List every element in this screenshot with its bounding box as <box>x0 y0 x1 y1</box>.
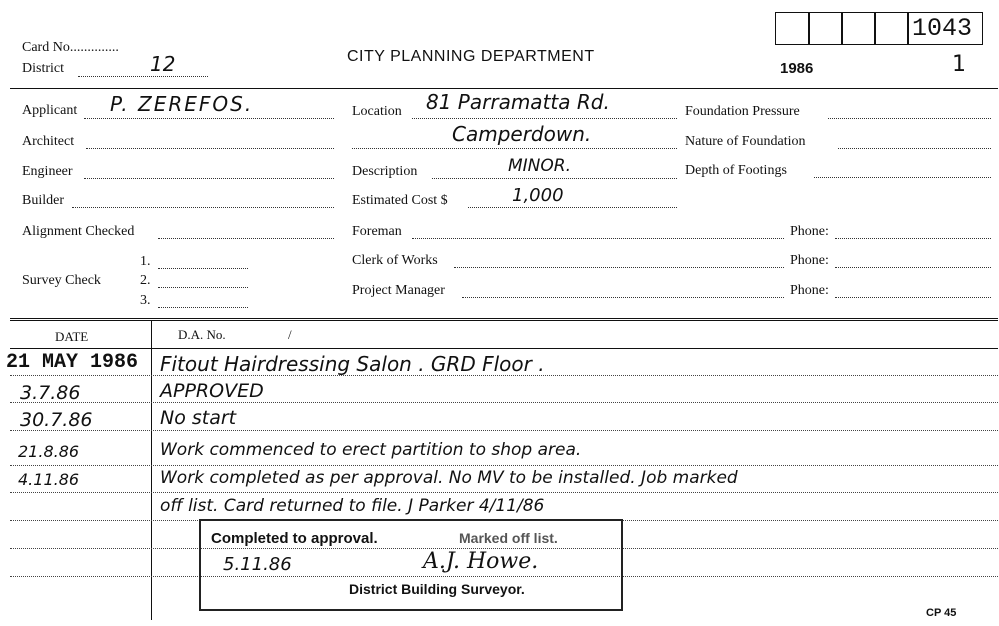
pm-phone-line <box>835 297 991 298</box>
foreman-line <box>412 238 784 239</box>
da-header: D.A. No. <box>178 327 226 342</box>
applicant-value: P. ZEREFOS. <box>110 92 254 116</box>
cost-line <box>468 207 677 208</box>
location-line-2 <box>352 148 677 149</box>
nature-label: Nature of Foundation <box>685 134 806 149</box>
engineer-line <box>84 178 334 179</box>
approval-stamp <box>199 519 623 611</box>
builder-label: Builder <box>22 193 64 208</box>
clerk-phone-line <box>835 267 991 268</box>
depth-label: Depth of Footings <box>685 163 787 178</box>
pm-label: Project Manager <box>352 283 445 298</box>
engineer-label: Engineer <box>22 164 73 179</box>
foreman-label: Foreman <box>352 224 402 239</box>
description-label: Description <box>352 164 418 179</box>
survey-2: 2. <box>140 273 151 288</box>
location-value-2: Camperdown. <box>452 122 592 146</box>
architect-label: Architect <box>22 134 75 149</box>
builder-line <box>72 207 334 208</box>
stamp-marked-text: Marked off list. <box>459 530 558 546</box>
number-box-2 <box>808 12 843 45</box>
log-text-6: off list. Card returned to file. J Parker 4/11/86 <box>160 496 545 516</box>
top-separator <box>10 88 998 89</box>
foreman-phone-label: Phone: <box>790 224 829 239</box>
survey-1-line <box>158 268 248 269</box>
log-date-2: 3.7.86 <box>20 382 81 404</box>
clerk-phone-label: Phone: <box>790 253 829 268</box>
clerk-line <box>454 267 784 268</box>
log-header-rule <box>10 348 998 349</box>
department-title: CITY PLANNING DEPARTMENT <box>347 48 595 65</box>
number-box-1 <box>775 12 810 45</box>
stamp-date: 5.11.86 <box>223 554 292 575</box>
date-header: DATE <box>55 329 89 344</box>
log-text-2: APPROVED <box>160 380 264 402</box>
number-box-4 <box>874 12 909 45</box>
log-text-3: No start <box>160 407 237 429</box>
log-date-3: 30.7.86 <box>20 409 93 431</box>
location-line-1 <box>412 118 677 119</box>
district-line <box>78 76 208 77</box>
survey-3-line <box>158 307 248 308</box>
da-slash: / <box>288 327 292 342</box>
alignment-line <box>158 238 334 239</box>
stamp-surveyor-text: District Building Surveyor. <box>349 581 525 597</box>
pm-phone-label: Phone: <box>790 283 829 298</box>
applicant-label: Applicant <box>22 103 78 118</box>
log-text-4: Work commenced to erect partition to shop area. <box>160 440 582 460</box>
clerk-label: Clerk of Works <box>352 253 438 268</box>
foreman-phone-line <box>835 238 991 239</box>
row-rule <box>10 402 998 403</box>
row-rule <box>10 465 998 466</box>
row-rule <box>10 492 998 493</box>
log-date-1: 21 MAY 1986 <box>6 351 139 374</box>
form-code: CP 45 <box>926 607 957 619</box>
depth-line <box>814 177 991 178</box>
pm-line <box>462 297 784 298</box>
sheet-number: 1 <box>952 52 966 77</box>
cost-value: 1,000 <box>512 185 564 206</box>
log-top-rule <box>10 318 998 321</box>
log-text-1: Fitout Hairdressing Salon . GRD Floor . <box>160 352 545 376</box>
card-no-label: Card No.............. <box>22 40 119 55</box>
survey-label: Survey Check <box>22 273 101 288</box>
row-rule <box>10 430 998 431</box>
log-text-5: Work completed as per approval. No MV to be installed. Job marked <box>160 468 738 488</box>
card-number: 1043 <box>912 14 973 43</box>
log-date-5: 4.11.86 <box>18 470 80 489</box>
number-box-3 <box>841 12 876 45</box>
survey-2-line <box>158 287 248 288</box>
date-column-divider <box>151 320 152 620</box>
alignment-label: Alignment Checked <box>22 224 135 239</box>
survey-1: 1. <box>140 254 151 269</box>
nature-line <box>838 148 991 149</box>
stamp-signature: A.J. Howe. <box>423 549 539 574</box>
applicant-line <box>84 118 334 119</box>
architect-line <box>86 148 334 149</box>
location-value-1: 81 Parramatta Rd. <box>426 90 610 114</box>
foundation-pressure-line <box>828 118 991 119</box>
cost-label: Estimated Cost $ <box>352 193 448 208</box>
year: 1986 <box>780 60 814 77</box>
description-value: MINOR. <box>508 156 571 176</box>
foundation-pressure-label: Foundation Pressure <box>685 104 800 119</box>
district-value: 12 <box>150 52 176 76</box>
log-date-4: 21.8.86 <box>18 442 80 461</box>
stamp-completed-text: Completed to approval. <box>211 530 378 547</box>
survey-3: 3. <box>140 293 151 308</box>
location-label: Location <box>352 104 402 119</box>
description-line <box>432 178 677 179</box>
district-label: District <box>22 61 64 76</box>
